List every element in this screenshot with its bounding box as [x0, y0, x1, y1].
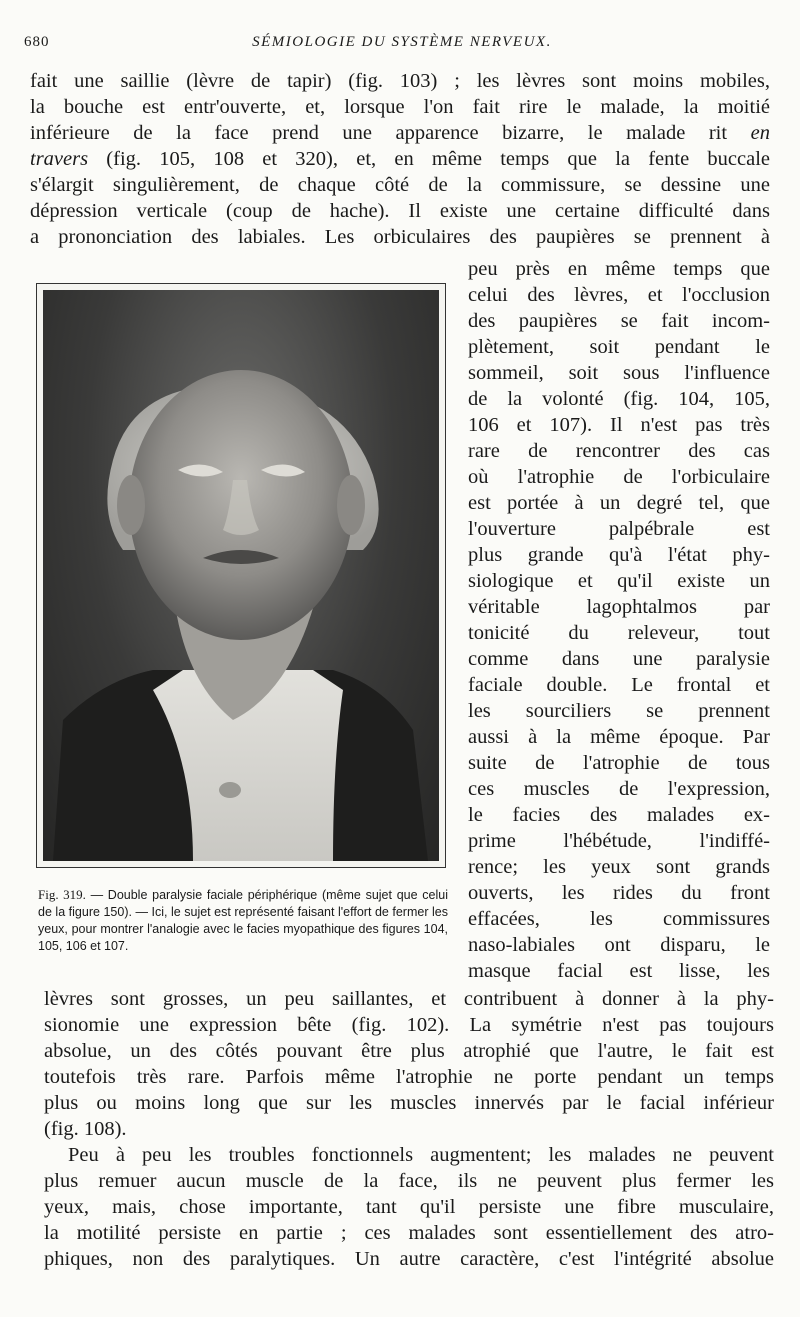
text-line: plètement, soit pendant le — [468, 336, 770, 358]
text-line: masque facial est lisse, les — [468, 960, 770, 982]
text-line: ces muscles de l'expression, — [468, 778, 770, 800]
text-line: les sourciliers se prennent — [468, 700, 770, 722]
italic-word: en — [750, 122, 770, 144]
text-line: plus ou moins long que sur les muscles innervés par le facial inférieur — [44, 1092, 774, 1114]
text-line — [30, 120, 770, 146]
ear-right — [337, 475, 365, 535]
text-line: où l'atrophie de l'orbiculaire — [468, 466, 770, 488]
text-line-start: inférieure de la face prend une apparence bizarre, le malade rit — [30, 122, 728, 144]
page-number: 680 — [24, 34, 50, 50]
portrait-illustration — [43, 290, 439, 861]
text-line: yeux, mais, chose importante, tant qu'il persiste une fibre musculaire, — [44, 1196, 774, 1218]
text-line: de la volonté (fig. 104, 105, — [468, 388, 770, 410]
text-line: tonicité du releveur, tout — [468, 622, 770, 644]
text-line: prime l'hébétude, l'indiffé- — [468, 830, 770, 852]
text-line: rare de rencontrer des cas — [468, 440, 770, 462]
paragraph-top — [30, 68, 770, 250]
text-line: fait une saillie (lèvre de tapir) (fig. 103) ; les lèvres sont moins mobiles, — [30, 70, 770, 92]
text-line: est portée à un degré tel, que — [468, 492, 770, 514]
text-line: suite de l'atrophie de tous — [468, 752, 770, 774]
text-line: siologique et qu'il existe un — [468, 570, 770, 592]
text-line: plus grande qu'à l'état phy- — [468, 544, 770, 566]
text-line: des paupières se fait incom- — [468, 310, 770, 332]
text-line: la motilité persiste en partie ; ces malades sont essentiellement des atro- — [44, 1222, 774, 1244]
text-line: absolue, un des côtés pouvant être plus atrophié que l'autre, le fait est — [44, 1040, 774, 1062]
text-line: Peu à peu les troubles fonctionnels augmentent; les malades ne peuvent — [68, 1144, 774, 1166]
text-line: dépression verticale (coup de hache). Il existe une certaine difficulté dans — [30, 200, 770, 222]
text-line: s'élargit singulièrement, de chaque côté de la commissure, se dessine une — [30, 174, 770, 196]
collar-button — [219, 782, 241, 798]
text-line: celui des lèvres, et l'occlusion — [468, 284, 770, 306]
portrait-photo — [43, 290, 439, 861]
paragraph-side — [468, 256, 770, 984]
text-line: toutefois très rare. Parfois même l'atrophie ne porte pendant un temps — [44, 1066, 774, 1088]
text-line: effacées, les commissures — [468, 908, 770, 930]
text-line: phiques, non des paralytiques. Un autre caractère, c'est l'intégrité absolue — [44, 1248, 774, 1270]
text-line-rest: (fig. 105, 108 et 320), et, en même temps que la fente buccale — [88, 148, 770, 170]
figure-caption-text: — Double paralysie faciale périphérique (même sujet que celui de la figure 150). — Ici, le sujet est représenté faisant l'effort de fermer les yeux, pour montrer l'analogie avec le facies myopathique des figures 104, 105, 106 et 107. — [38, 888, 448, 953]
page-header — [24, 34, 780, 56]
text-line: a prononciation des labiales. Les orbiculaires des paupières se prennent à — [30, 226, 770, 248]
text-line: 106 et 107). Il n'est pas très — [468, 414, 770, 436]
text-line: le facies des malades ex- — [468, 804, 770, 826]
text-line: ouverts, les rides du front — [468, 882, 770, 904]
text-line: aussi à la même époque. Par — [468, 726, 770, 748]
italic-word: travers — [30, 148, 89, 170]
text-line: (fig. 108). — [44, 1118, 127, 1140]
text-line: sommeil, soit sous l'influence — [468, 362, 770, 384]
text-line: plus remuer aucun muscle de la face, ils ne peuvent plus fermer les — [44, 1170, 774, 1192]
text-line: véritable lagophtalmos par — [468, 596, 770, 618]
text-line: l'ouverture palpébrale est — [468, 518, 770, 540]
text-line: comme dans une paralysie — [468, 648, 770, 670]
text-line: peu près en même temps que — [468, 258, 770, 280]
figure-photo-frame — [36, 283, 446, 868]
figure-label: Fig. 319. — [38, 887, 86, 902]
running-title: SÉMIOLOGIE DU SYSTÈME NERVEUX. — [252, 34, 552, 50]
figure-caption — [38, 886, 448, 955]
text-line: lèvres sont grosses, un peu saillantes, et contribuent à donner à la phy- — [44, 988, 774, 1010]
text-line: rence; les yeux sont grands — [468, 856, 770, 878]
text-line: la bouche est entr'ouverte, et, lorsque l'on fait rire le malade, la moitié — [30, 96, 770, 118]
text-line: naso-labiales ont disparu, le — [468, 934, 770, 956]
text-line: faciale double. Le frontal et — [468, 674, 770, 696]
text-line: sionomie une expression bête (fig. 102). La symétrie n'est pas toujours — [44, 1014, 774, 1036]
text-line — [30, 146, 770, 172]
ear-left — [117, 475, 145, 535]
paragraph-bottom — [44, 986, 774, 1272]
